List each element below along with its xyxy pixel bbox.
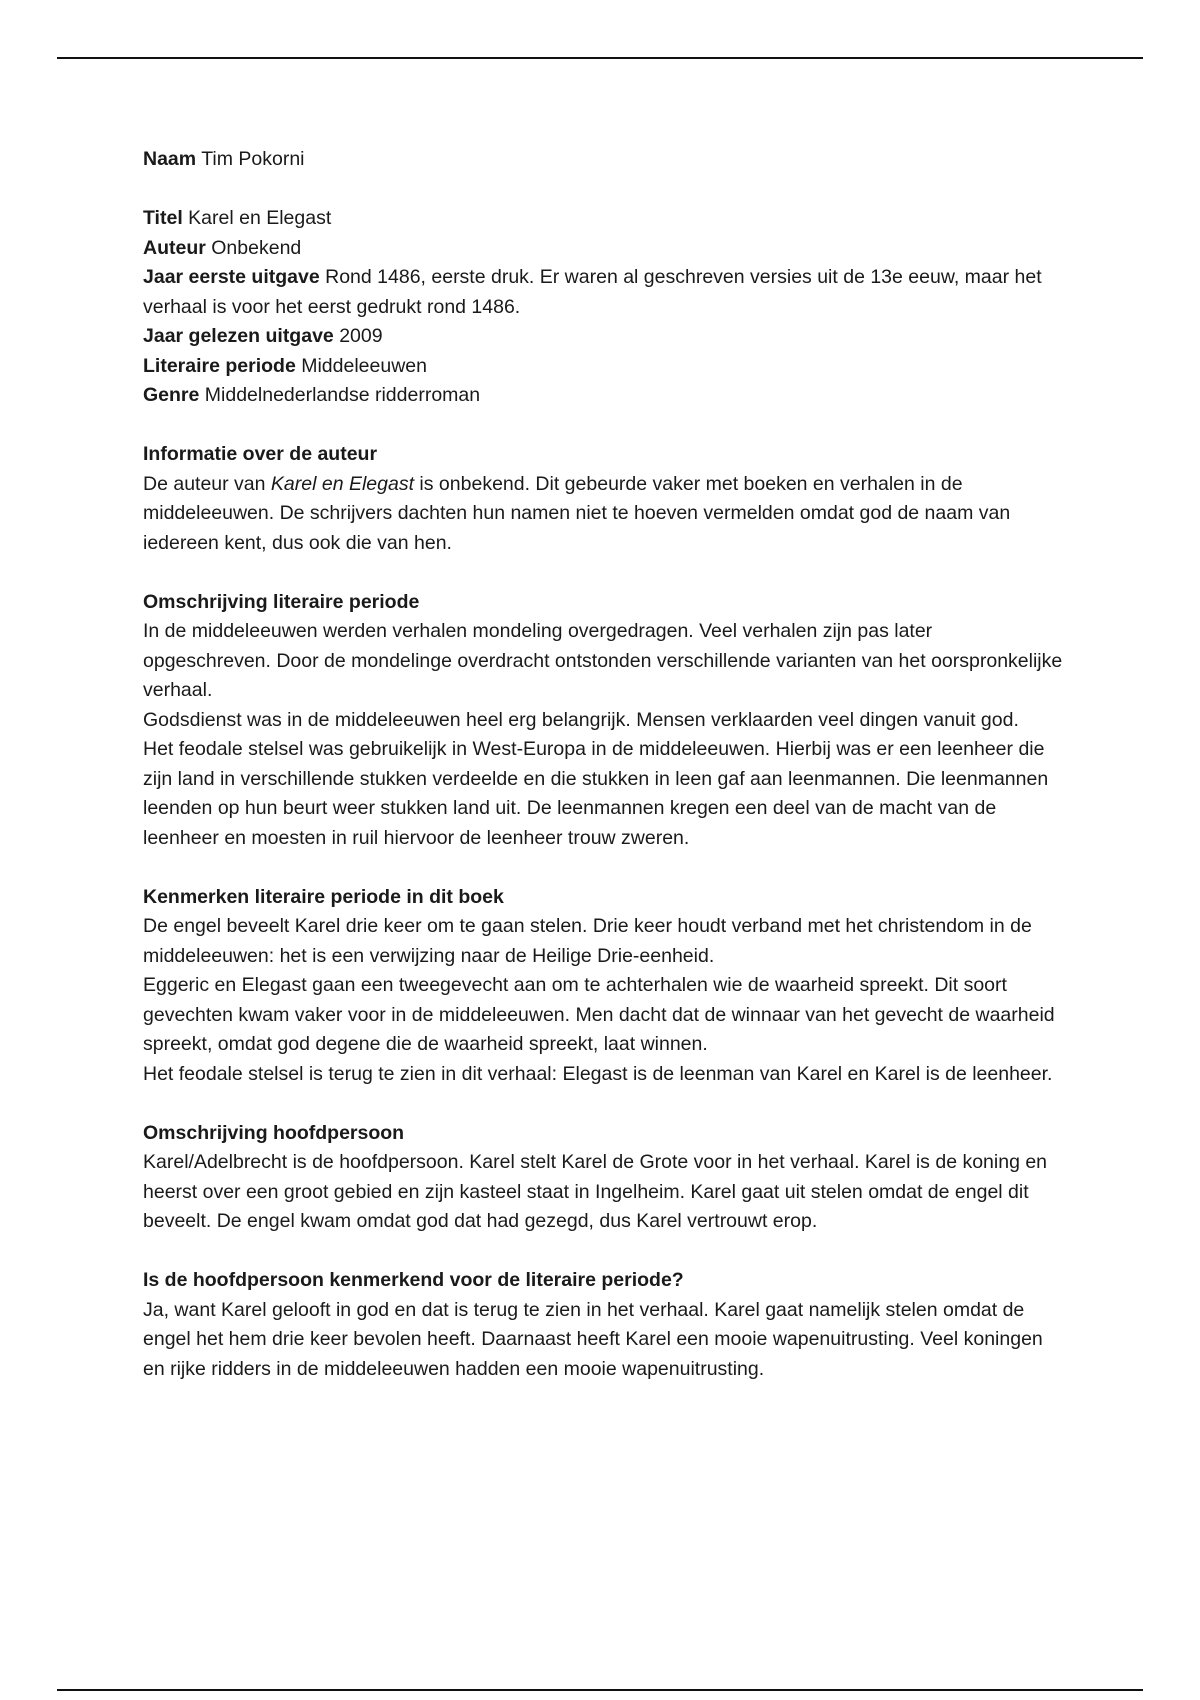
section-paragraph-periode-2: Godsdienst was in de middeleeuwen heel erg belangrijk. Mensen verklaarden veel dingen vanuit god.: [143, 708, 1019, 731]
section-heading-kenmerken: Kenmerken literaire periode in dit boek: [143, 885, 504, 908]
spacer: [143, 853, 1063, 883]
auteur-info-text-post: is onbekend. Dit gebeurde vaker met boeken en verhalen in de middeleeuwen. De schrijvers dachten hun namen niet te hoeven vermelden omdat god de naam van iedereen kent, dus ook die van hen.: [143, 472, 1011, 554]
auteur-info-text-pre: De auteur van: [143, 472, 271, 495]
auteur-info-book-title: Karel en Elegast: [270, 472, 415, 495]
meta-literaire-periode: [143, 352, 1063, 382]
meta-genre: [143, 381, 1063, 411]
meta-naam: [143, 145, 1063, 175]
section-paragraph-periode-1: In de middeleeuwen werden verhalen mondeling overgedragen. Veel verhalen zijn pas later opgeschreven. Door de mondelinge overdracht ontstonden verschillende varianten van het oorspronkelijke verhaal.: [143, 620, 1063, 701]
section-paragraph-auteur-info: [143, 470, 1063, 559]
section-heading-kenmerkend: Is de hoofdpersoon kenmerkend voor de literaire periode?: [143, 1269, 684, 1291]
meta-literaire-periode-value: Middeleeuwen: [301, 354, 427, 377]
footer-rule: [57, 1689, 1143, 1691]
spacer: [143, 558, 1063, 588]
meta-genre-value: Middelnederlandse ridderroman: [204, 384, 481, 406]
meta-auteur-value: Onbekend: [211, 236, 302, 259]
meta-titel-value: Karel en Elegast: [188, 207, 332, 229]
section-paragraph-kenmerken-3: Het feodale stelsel is terug te zien in dit verhaal: Elegast is de leenman van Karel en Karel is de leenheer.: [143, 1062, 1053, 1085]
section-heading-periode: Omschrijving literaire periode: [143, 590, 420, 613]
spacer: [143, 1237, 1063, 1267]
meta-jaar-gelezen-uitgave: [143, 322, 1063, 352]
section-paragraph-hoofdpersoon: Karel/Adelbrecht is de hoofdpersoon. Karel stelt Karel de Grote voor in het verhaal. Karel is de koning en heerst over een groot gebied en zijn kasteel staat in Ingelheim. Karel gaat uit stelen omdat de engel dit beveelt. De engel kwam omdat god dat had gezegd, dus Karel vertrouwt erop.: [143, 1151, 1048, 1232]
meta-jaar-gelezen-uitgave-label: Jaar gelezen uitgave: [143, 325, 334, 347]
section-heading-auteur-info: Informatie over de auteur: [143, 443, 378, 465]
document-body: [143, 145, 1063, 1384]
section-paragraph-kenmerkend: Ja, want Karel gelooft in god en dat is terug te zien in het verhaal. Karel gaat namelijk stelen omdat de engel het hem drie keer bevolen heeft. Daarnaast heeft Karel een mooie wapenuitrusting. Veel koningen en rijke ridders in de middeleeuwen hadden een mooie wapenuitrusting.: [143, 1298, 1043, 1380]
meta-auteur: [143, 234, 1063, 264]
meta-genre-label: Genre: [143, 384, 200, 406]
meta-literaire-periode-label: Literaire periode: [143, 354, 296, 377]
section-paragraph-kenmerken-2: Eggeric en Elegast gaan een tweegevecht aan om te achterhalen wie de waarheid spreekt. Dit soort gevechten kwam vaker voor in de middeleeuwen. Men dacht dat de winnaar van het gevecht de waarheid spreekt, omdat god degene die de waarheid spreekt, laat winnen.: [143, 974, 1055, 1055]
meta-jaar-eerste-uitgave-value: Rond 1486, eerste druk. Er waren al geschreven versies uit de 13e eeuw, maar het verhaal is voor het eerst gedrukt rond 1486.: [143, 266, 1042, 318]
meta-titel: [143, 204, 1063, 234]
spacer: [143, 1089, 1063, 1119]
meta-titel-label: Titel: [143, 207, 183, 229]
header-rule: [57, 57, 1143, 59]
section-paragraph-kenmerken-1: De engel beveelt Karel drie keer om te gaan stelen. Drie keer houdt verband met het christendom in de middeleeuwen: het is een verwijzing naar de Heilige Drie-eenheid.: [143, 915, 1032, 967]
meta-naam-value: Tim Pokorni: [201, 148, 305, 170]
spacer: [143, 411, 1063, 441]
section-paragraph-periode-3: Het feodale stelsel was gebruikelijk in West-Europa in de middeleeuwen. Hierbij was er een leenheer die zijn land in verschillende stukken verdeelde en die stukken in leen gaf aan leenmannen. Die leenmannen leenden op hun beurt weer stukken land uit. De leenmannen kregen een deel van de macht van de leenheer en moesten in ruil hiervoor de leenheer trouw zweren.: [143, 738, 1049, 849]
meta-naam-label: Naam: [143, 148, 197, 170]
meta-jaar-eerste-uitgave-label: Jaar eerste uitgave: [143, 266, 320, 288]
meta-jaar-gelezen-uitgave-value: 2009: [339, 325, 383, 347]
section-heading-hoofdpersoon: Omschrijving hoofdpersoon: [143, 1121, 405, 1144]
meta-auteur-label: Auteur: [143, 236, 206, 259]
meta-jaar-eerste-uitgave: [143, 263, 1063, 322]
spacer: [143, 175, 1063, 205]
